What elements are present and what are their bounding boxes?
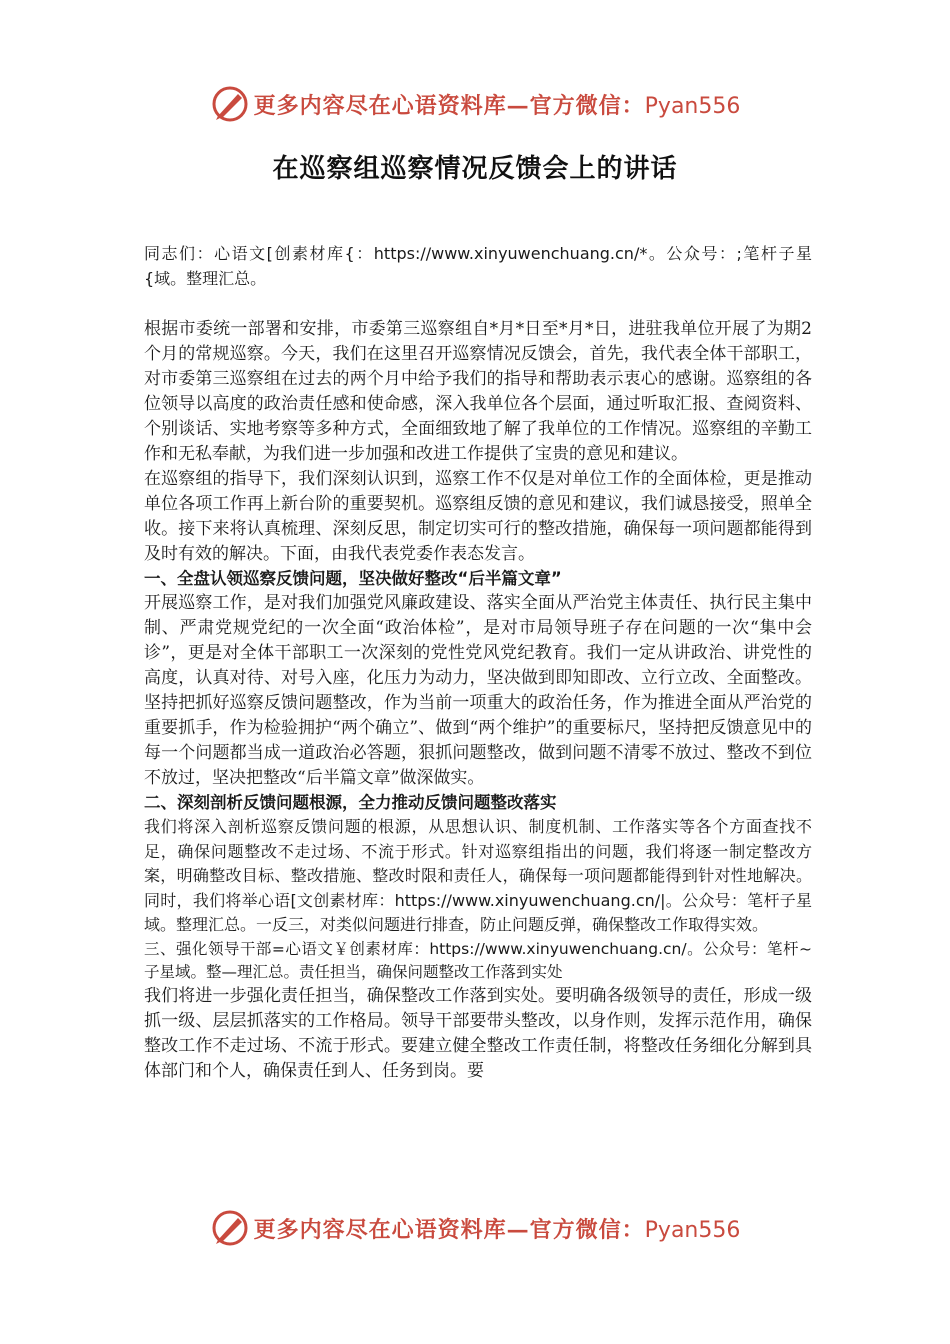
paragraph-3: 开展巡察工作，是对我们加强党风廉政建设、落实全面从严治党主体责任、执行民主集中制、严肃党规党纪的一次全面“政治体检”，是对市局领导班子存在问题的一次“集中会诊”，更是对全体干部职工一次深刻的党性党风党纪教育。我们一定从讲政治、讲党性的高度，认真对待、对号入座，化压力为动力，坚决做到即知即改、立行立改、全面整改。坚持把抓好巡察反馈问题整改，作为当前一项重大的政治任务，作为推进全面从严治党的重要抓手，作为检验拥护“两个确立”、做到“两个维护”的重要标尺，坚持把反馈意见中的每一个问题都当成一道政治必答题，狠抓问题整改，做到问题不清零不放过、整改不到位不放过，坚决把整改“后半篇文章”做深做实。	[144, 593, 812, 788]
paragraph-4: 我们将深入剖析巡察反馈问题的根源，从思想认识、制度机制、工作落实等各个方面查找不足，确保问题整改不走过场、不流于形式。针对巡察组指出的问题，我们将逐一制定整改方案，明确整改目标、整改措施、整改时限和责任人，确保每一项问题都能得到针对性地解决。同时，我们将举心语[文创素材库：https://www.xinyuwenchuang.cn/|。公众号：笔杆子星域。整理汇总。一反三，对类似问题进行排查，防止问题反弹，确保整改工作取得实效。	[144, 817, 812, 934]
document-title: 在巡察组巡察情况反馈会上的讲话	[272, 154, 678, 184]
paragraph-5: 我们将进一步强化责任担当，确保整改工作落到实处。要明确各级领导的责任，形成一级抓一级、层层抓落实的工作格局。领导干部要带头整改，以身作则，发挥示范作用，确保整改工作不走过场、不流于形式。要建立健全整改工作责任制，将整改任务细化分解到具体部门和个人，确保责任到人、任务到岗。要	[144, 985, 812, 1081]
footer-watermark-banner	[0, 1206, 950, 1250]
banner-text: 更多内容尽在心语资料库—官方微信：Pyan556	[253, 92, 741, 119]
pen-logo-icon	[210, 1208, 250, 1248]
section-heading-2: 二、深刻剖析反馈问题根源，全力推动反馈问题整改落实	[144, 793, 557, 812]
section-heading-1: 一、全盘认领巡察反馈问题，坚决做好整改“后半篇文章”	[144, 569, 562, 588]
banner-text: 更多内容尽在心语资料库—官方微信：Pyan556	[253, 1216, 741, 1243]
document-body	[144, 242, 812, 1084]
paragraph-2: 在巡察组的指导下，我们深刻认识到，巡察工作不仅是对单位工作的全面体检，更是推动单位各项工作再上新台阶的重要契机。巡察组反馈的意见和建议，我们诚恳接受，照单全收。接下来将认真梳理、深刻反思，制定切实可行的整改措施，确保每一项问题都能得到及时有效的解决。下面，由我代表党委作表态发言。	[144, 469, 812, 564]
paragraph-1: 根据市委统一部署和安排，市委第三巡察组自*月*日至*月*日，进驻我单位开展了为期2个月的常规巡察。今天，我们在这里召开巡察情况反馈会，首先，我代表全体干部职工，对市委第三巡察组在过去的两个月中给予我们的指导和帮助表示衷心的感谢。巡察组的各位领导以高度的政治责任感和使命感，深入我单位各个层面，通过听取汇报、查阅资料、个别谈话、实地考察等多种方式，全面细致地了解了我单位的工作情况。巡察组的辛勤工作和无私奉献，为我们进一步加强和改进工作提供了宝贵的意见和建议。	[144, 319, 812, 464]
greeting: 同志们：心语文[创素材库{：https://www.xinyuwenchuang.cn/*。公众号：;笔杆子星{域。整理汇总。	[144, 244, 812, 288]
pen-logo-icon	[210, 84, 250, 124]
header-watermark-banner	[0, 82, 950, 126]
section-heading-3: 三、强化领导干部=心语文￥创素材库：https://www.xinyuwenchuang.cn/。公众号：笔杆~子星域。整—理汇总。责任担当，确保问题整改工作落到实处	[144, 939, 812, 981]
